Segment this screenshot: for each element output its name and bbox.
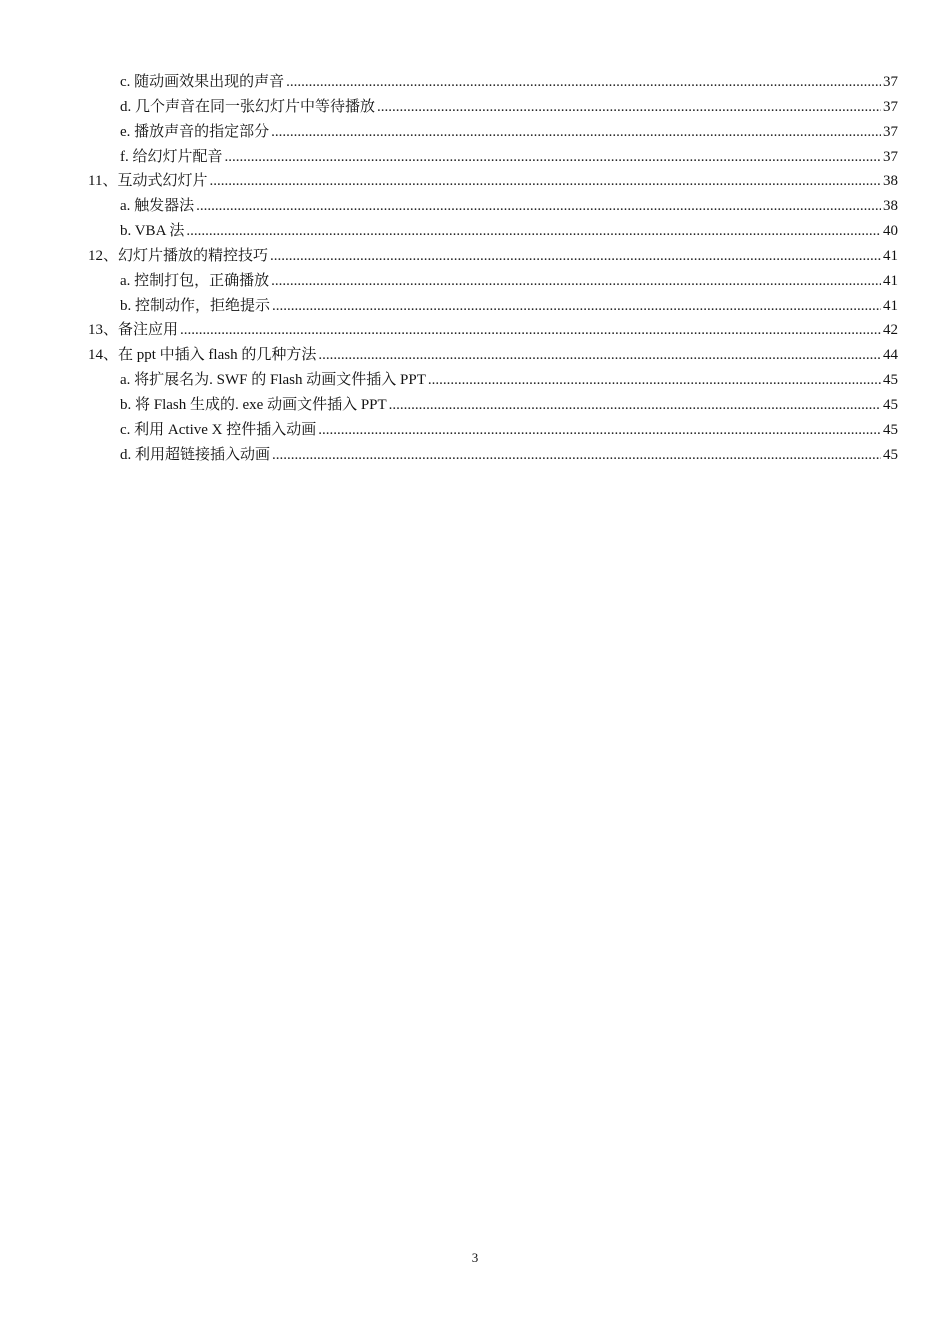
toc-leader-dots bbox=[271, 269, 881, 294]
toc-entry-page: 44 bbox=[883, 347, 898, 364]
toc-entry[interactable] bbox=[88, 294, 898, 319]
toc-leader-dots bbox=[271, 120, 881, 145]
toc-entry-label: a. 触发器法 bbox=[120, 198, 195, 215]
toc-leader-dots bbox=[318, 343, 881, 368]
toc-entry-page: 45 bbox=[883, 421, 898, 438]
toc-entry-label: d. 几个声音在同一张幻灯片中等待播放 bbox=[120, 98, 376, 115]
toc-leader-dots bbox=[209, 169, 881, 194]
toc-entry-label: f. 给幻灯片配音 bbox=[120, 148, 223, 165]
toc-entry[interactable] bbox=[88, 418, 898, 443]
toc-leader-dots bbox=[389, 393, 881, 418]
toc-entry-page: 37 bbox=[883, 98, 898, 115]
toc-entry-label: b. 将 Flash 生成的. exe 动画文件插入 PPT bbox=[120, 396, 387, 413]
toc-entry-label: 14、在 ppt 中插入 flash 的几种方法 bbox=[88, 347, 317, 364]
toc-entry-page: 41 bbox=[883, 272, 898, 289]
toc-leader-dots bbox=[186, 219, 881, 244]
toc-entry-label: d. 利用超链接插入动画 bbox=[120, 446, 271, 463]
toc-leader-dots bbox=[225, 145, 882, 170]
table-of-contents bbox=[88, 70, 898, 468]
toc-entry-label: e. 播放声音的指定部分 bbox=[120, 123, 270, 140]
toc-entry[interactable] bbox=[88, 318, 898, 343]
toc-entry-label: 12、幻灯片播放的精控技巧 bbox=[88, 247, 269, 264]
toc-leader-dots bbox=[272, 443, 881, 468]
toc-leader-dots bbox=[377, 95, 881, 120]
toc-leader-dots bbox=[196, 194, 881, 219]
toc-entry-label: b. 控制动作，拒绝提示 bbox=[120, 297, 271, 314]
toc-entry-page: 45 bbox=[883, 446, 898, 463]
page-number: 3 bbox=[471, 1250, 479, 1265]
toc-entry-page: 37 bbox=[883, 74, 898, 90]
toc-entry-page: 37 bbox=[883, 123, 898, 140]
toc-leader-dots bbox=[272, 294, 881, 319]
toc-entry[interactable] bbox=[88, 194, 898, 219]
toc-leader-dots bbox=[318, 418, 881, 443]
toc-leader-dots bbox=[428, 368, 881, 393]
toc-leader-dots bbox=[270, 244, 881, 269]
toc-entry-page: 42 bbox=[883, 322, 898, 339]
toc-entry-page: 45 bbox=[883, 396, 898, 413]
toc-entry-label: a. 控制打包，正确播放 bbox=[120, 272, 270, 289]
toc-entry[interactable] bbox=[88, 443, 898, 468]
toc-entry-label: b. VBA 法 bbox=[120, 223, 185, 240]
toc-entry[interactable] bbox=[88, 219, 898, 244]
toc-leader-dots bbox=[180, 318, 881, 343]
toc-entry-page: 37 bbox=[883, 148, 898, 165]
toc-entry[interactable] bbox=[88, 120, 898, 145]
toc-entry[interactable] bbox=[88, 393, 898, 418]
toc-entry-label: 13、备注应用 bbox=[88, 322, 179, 339]
toc-entry-page: 38 bbox=[883, 173, 898, 190]
toc-entry[interactable] bbox=[88, 368, 898, 393]
toc-entry[interactable] bbox=[88, 70, 898, 95]
toc-entry-label: 11、互动式幻灯片 bbox=[88, 173, 208, 190]
toc-entry-label: a. 将扩展名为. SWF 的 Flash 动画文件插入 PPT bbox=[120, 372, 426, 389]
toc-leader-dots bbox=[286, 70, 881, 95]
toc-entry[interactable] bbox=[88, 244, 898, 269]
toc-entry-page: 41 bbox=[883, 297, 898, 314]
toc-entry-page: 40 bbox=[883, 223, 898, 240]
toc-entry-page: 45 bbox=[883, 372, 898, 389]
toc-entry-page: 38 bbox=[883, 198, 898, 215]
toc-entry-label: c. 利用 Active X 控件插入动画 bbox=[120, 421, 317, 438]
toc-entry[interactable] bbox=[88, 269, 898, 294]
toc-entry[interactable] bbox=[88, 169, 898, 194]
toc-entry[interactable] bbox=[88, 343, 898, 368]
toc-entry-page: 41 bbox=[883, 247, 898, 264]
toc-entry-label: c. 随动画效果出现的声音 bbox=[120, 74, 285, 90]
toc-entry[interactable] bbox=[88, 95, 898, 120]
toc-entry[interactable] bbox=[88, 145, 898, 170]
